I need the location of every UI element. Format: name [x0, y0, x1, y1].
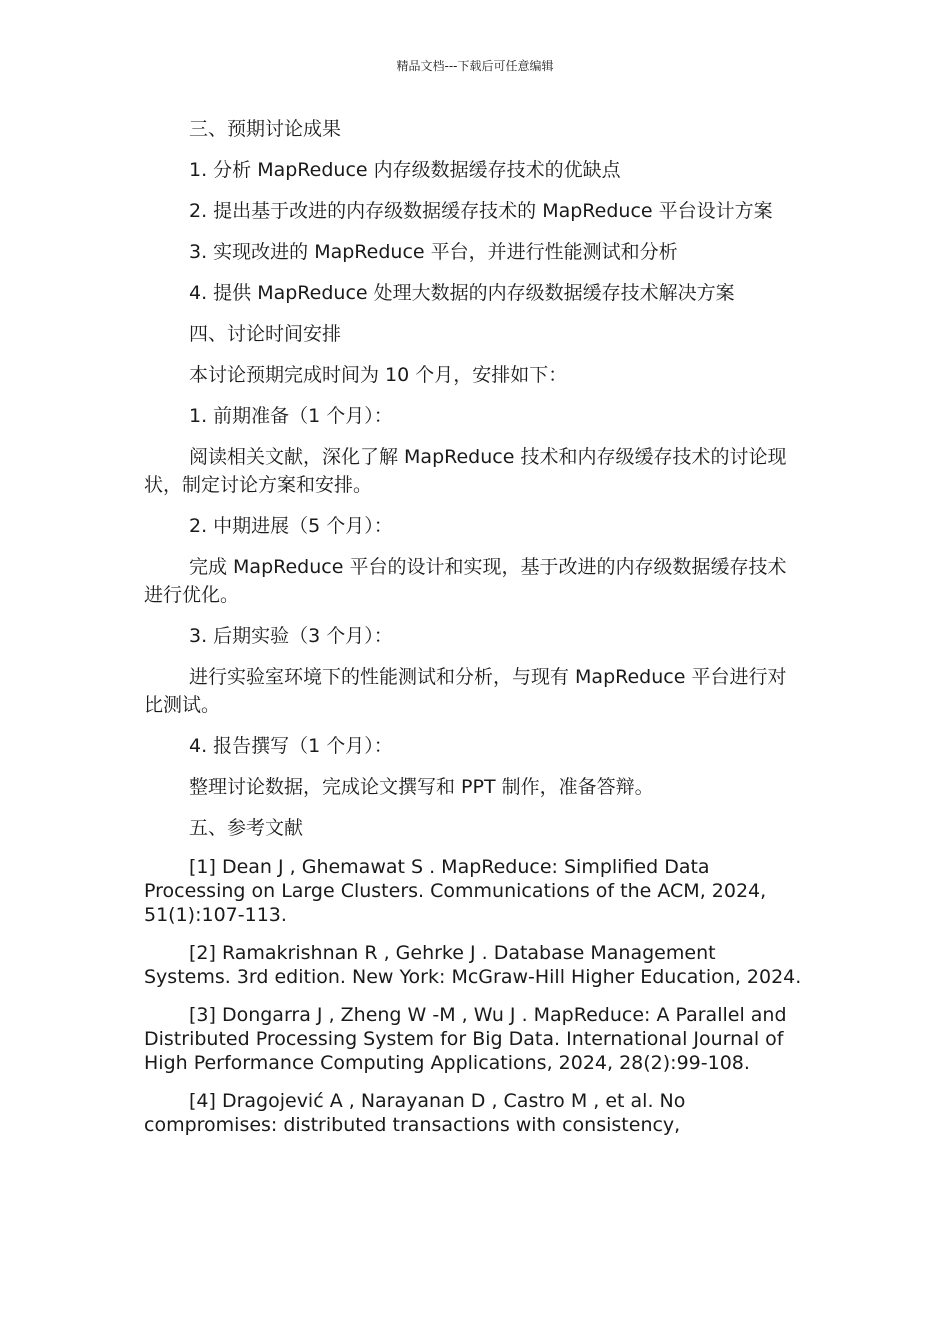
schedule-phase-2-desc: 完成 MapReduce 平台的设计和实现，基于改进的内存级数据缓存技术进行优化。: [144, 556, 787, 606]
schedule-phase-3-desc: 进行实验室环境下的性能测试和分析，与现有 MapReduce 平台进行对比测试。: [144, 666, 787, 716]
page-header: 精品文档---下载后可任意编辑: [396, 59, 554, 73]
reference-item: [2] Ramakrishnan R , Gehrke J . Database Management Systems. 3rd edition. New York: McGraw-Hill Higher Education, 2024.: [144, 942, 802, 988]
result-item-1: 1. 分析 MapReduce 内存级数据缓存技术的优缺点: [189, 159, 621, 181]
schedule-intro: 本讨论预期完成时间为 10 个月，安排如下：: [189, 364, 568, 386]
schedule-phase-4-title: 4. 报告撰写（1 个月）：: [189, 735, 393, 757]
section-heading-expected-results: 三、预期讨论成果: [189, 118, 342, 140]
schedule-phase-2-title: 2. 中期进展（5 个月）：: [189, 515, 393, 537]
schedule-phase-3-title: 3. 后期实验（3 个月）：: [189, 625, 393, 647]
section-heading-references: 五、参考文献: [189, 817, 304, 839]
schedule-phase-1-desc: 阅读相关文献，深化了解 MapReduce 技术和内存级缓存技术的讨论现状，制定讨论方案和安排。: [144, 446, 787, 496]
result-item-2: 2. 提出基于改进的内存级数据缓存技术的 MapReduce 平台设计方案: [189, 200, 773, 222]
document-body: [144, 115, 804, 1151]
result-item-4: 4. 提供 MapReduce 处理大数据的内存级数据缓存技术解决方案: [189, 282, 735, 304]
schedule-phase-4-desc: 整理讨论数据，完成论文撰写和 PPT 制作，准备答辩。: [189, 776, 654, 798]
reference-item: [1] Dean J , Ghemawat S . MapReduce: Simplified Data Processing on Large Clusters. Communications of the ACM, 2024, 51(1):107-113.: [144, 856, 767, 926]
result-item-3: 3. 实现改进的 MapReduce 平台，并进行性能测试和分析: [189, 241, 678, 263]
reference-item: [4] Dragojević A , Narayanan D , Castro M , et al. No compromises: distributed transactions with consistency,: [144, 1090, 686, 1136]
schedule-phase-1-title: 1. 前期准备（1 个月）：: [189, 405, 393, 427]
section-heading-schedule: 四、讨论时间安排: [189, 323, 342, 345]
reference-item: [3] Dongarra J , Zheng W -M , Wu J . MapReduce: A Parallel and Distributed Processing System for Big Data. International Journal of High Performance Computing Applications, 2024, 28(2):99-108.: [144, 1004, 787, 1074]
